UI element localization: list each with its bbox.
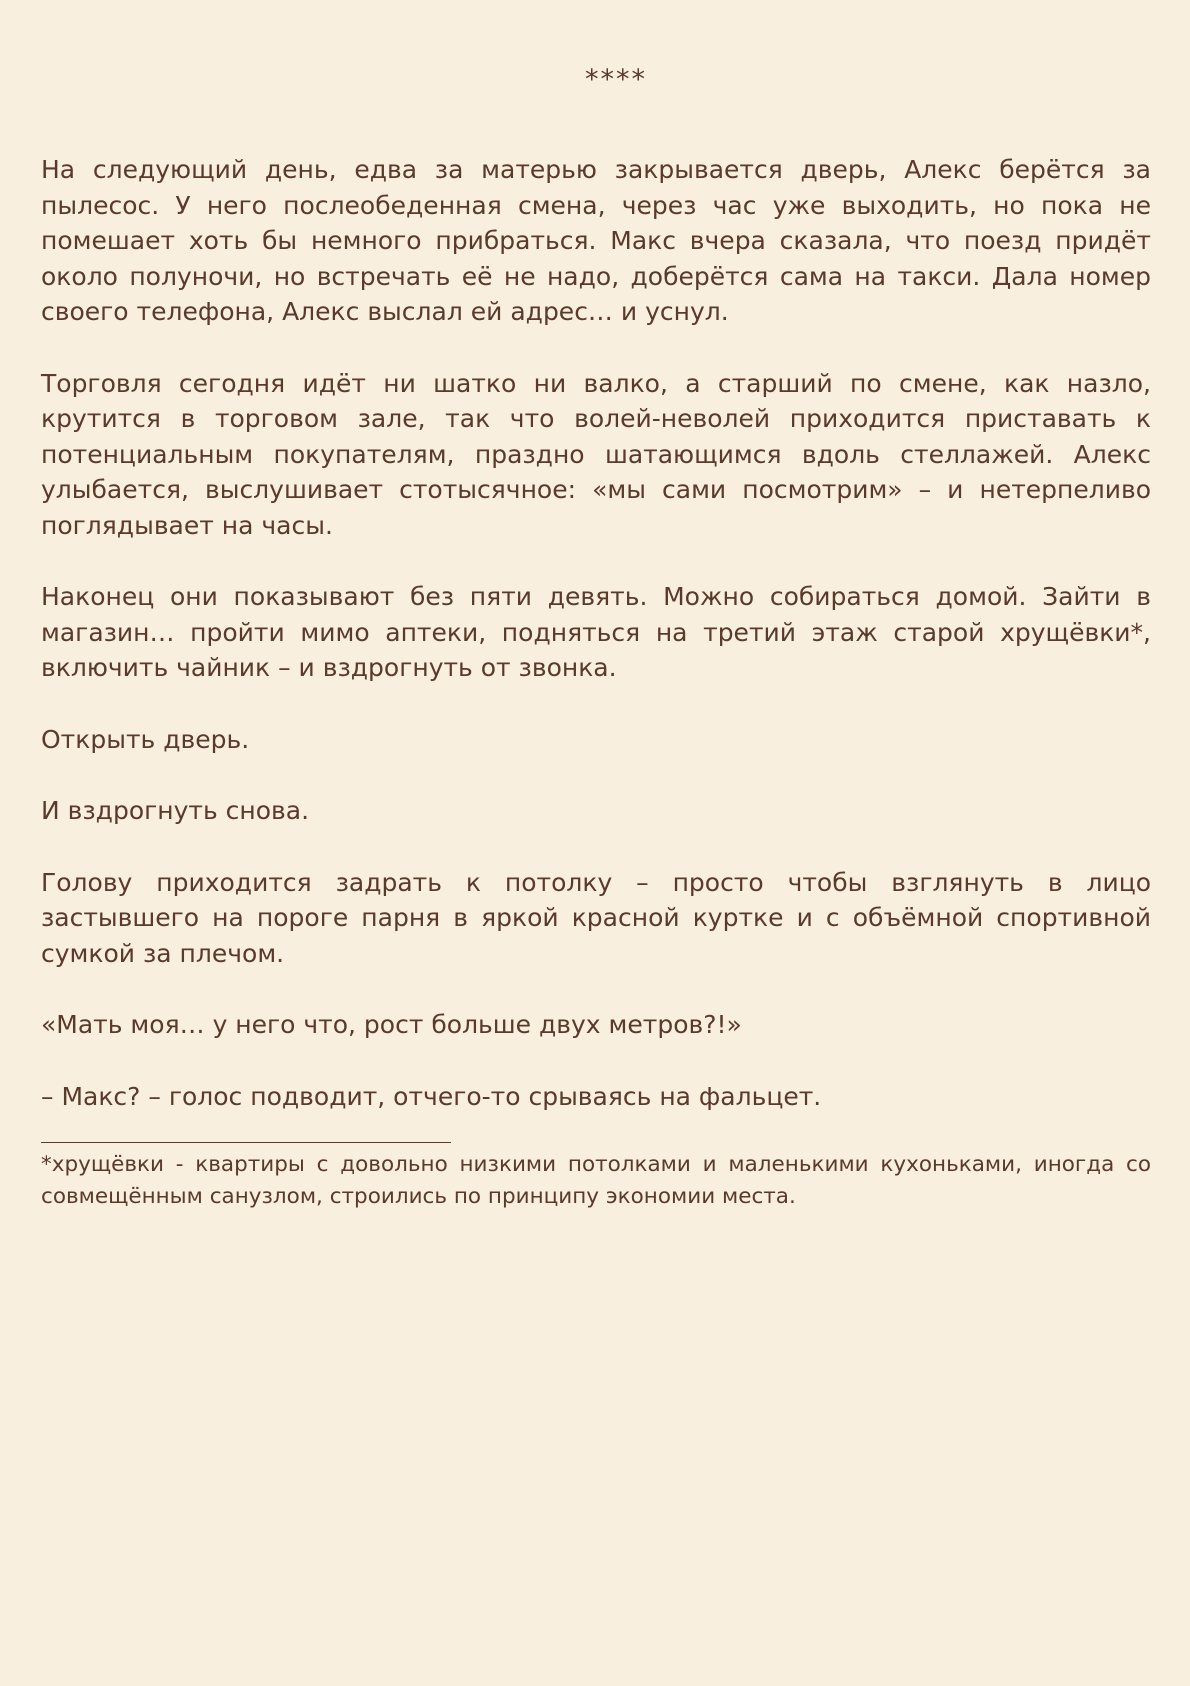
paragraph-4: Открыть дверь. bbox=[41, 724, 250, 754]
footnote: *хрущёвки - квартиры с довольно низкими потолками и маленькими кухоньками, иногда со совмещённым санузлом, строились по принципу экономии места. bbox=[41, 1152, 1151, 1209]
paragraph-2: Торговля сегодня идёт ни шатко ни валко, а старший по смене, как назло, крутится в торговом зале, так что волей-неволей приходится приставать к потенциальным покупателям, праздно шатающимся вдоль стеллажей. Алекс улыбается, выслушивает стотысячное: «мы сами посмотрим» – и нетерпеливо поглядывает на часы. bbox=[41, 368, 1151, 540]
paragraph-6: Голову приходится задрать к потолку – просто чтобы взглянуть в лицо застывшего на пороге парня в яркой красной куртке и с объёмной спортивной сумкой за плечом. bbox=[41, 867, 1151, 968]
paragraph-1: На следующий день, едва за матерью закрывается дверь, Алекс берётся за пылесос. У него послеобеденная смена, через час уже выходить, но пока не помешает хоть бы немного прибраться. Макс вчера сказала, что поезд придёт около полуночи, но встречать её не надо, доберётся сама на такси. Дала номер своего телефона, Алекс выслал ей адрес… и уснул. bbox=[41, 155, 1151, 326]
paragraph-8: – Макс? – голос подводит, отчего-то срываясь на фальцет. bbox=[41, 1081, 822, 1111]
paragraph-7: «Мать моя… у него что, рост больше двух метров?!» bbox=[41, 1010, 742, 1039]
paragraph-5: И вздрогнуть снова. bbox=[41, 796, 310, 825]
section-separator: **** bbox=[585, 64, 647, 95]
footnote-divider bbox=[41, 1142, 451, 1143]
paragraph-3: Наконец они показывают без пяти девять. Можно собираться домой. Зайти в магазин… пройти мимо аптеки, подняться на третий этаж старой хрущёвки*, включить чайник – и вздрогнуть от звонка. bbox=[41, 582, 1151, 682]
